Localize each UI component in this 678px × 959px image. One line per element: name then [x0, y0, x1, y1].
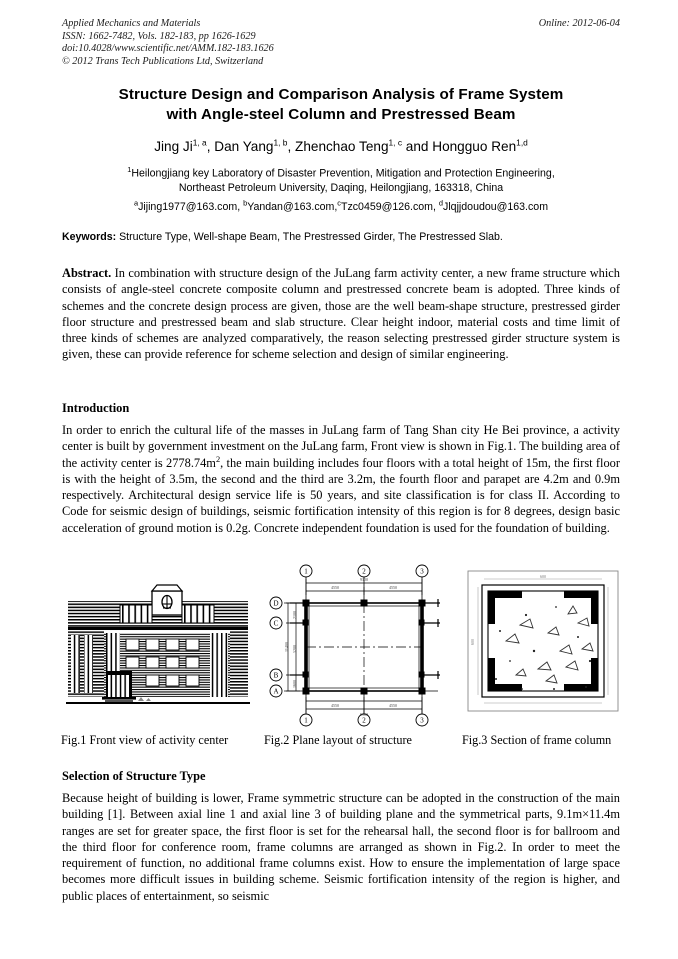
figure-row	[56, 557, 626, 729]
keywords-label: Keywords:	[62, 231, 117, 243]
author-separator: and	[402, 138, 433, 154]
title-line-1: Structure Design and Comparison Analysis of Frame System	[118, 86, 564, 103]
author-affiliation-marker: 1,d	[516, 137, 528, 147]
svg-text:4550: 4550	[389, 585, 397, 590]
email-block	[62, 196, 620, 214]
email-entry	[337, 198, 439, 213]
svg-text:600: 600	[540, 574, 546, 579]
figure-3-caption: Fig.3 Section of frame column	[462, 733, 612, 747]
author-separator: ,	[206, 138, 215, 154]
svg-text:11400: 11400	[284, 642, 289, 652]
affiliation-line-1	[62, 163, 620, 181]
svg-text:2100: 2100	[292, 611, 297, 619]
axis-label-bottom-2: 2	[362, 716, 366, 725]
email-marker: c	[337, 198, 341, 207]
email-address[interactable]: Tzc0459@126.com	[340, 200, 434, 213]
issn-line: ISSN: 1662-7482, Vols. 182-183, pp 1626-1629	[62, 30, 256, 42]
axis-label-bottom-1: 1	[304, 716, 308, 725]
svg-text:4550: 4550	[331, 585, 339, 590]
axis-label-left-A: A	[273, 687, 279, 696]
svg-text:4550: 4550	[331, 703, 339, 708]
email-separator: ,	[334, 200, 338, 213]
author-list	[62, 133, 620, 156]
email-entry	[438, 198, 549, 213]
axis-label-top-1: 1	[304, 567, 308, 576]
journal-name: Applied Mechanics and Materials	[62, 18, 201, 29]
abstract-label: Abstract.	[62, 266, 112, 280]
email-marker: d	[438, 198, 444, 207]
author-name: Jing Ji	[154, 138, 193, 154]
author-entry	[214, 139, 295, 154]
email-marker: a	[133, 198, 139, 207]
author-name: Dan Yang	[214, 138, 274, 154]
axis-label-left-C: C	[273, 619, 279, 628]
affiliation-line-2: Northeast Petroleum University, Daqing, Heilongjiang, 163318, China	[178, 181, 504, 194]
author-entry	[154, 139, 214, 154]
svg-text:4550: 4550	[389, 703, 397, 708]
affiliation-text-1: Heilongjiang key Laboratory of Disaster Prevention, Mitigation and Protection Engineering,	[131, 167, 555, 180]
section-heading-selection: Selection of Structure Type	[62, 769, 206, 783]
author-separator: ,	[287, 138, 296, 154]
abstract-text: In combination with structure design of the JuLang farm activity center, a new frame structure which consists of angle-steel concrete composite column and prestressed concrete beam is adopted. Three kinds of schemes and the concrete design process are given, those are the well beam-shape structure, prestressed girder floor structure and prestressed beam and slab structure. Clear height indoor, material costs and time limit of three kinds of schemes are analyzed comparatively, the reason selecting prestressed girder structure system is given, these can provide reference for scheme selection and design of similar engineering.	[62, 266, 620, 362]
intro-text-part-1: In order to enrich the cultural life of the masses in JuLang farm of Tang Shan city He Bei province, a activity center is built by government investment on the JuLang farm, Front view is shown in Fig.1. The building area of the activity center is 2778.74m	[62, 423, 620, 470]
affiliation-marker: 1	[127, 165, 132, 174]
email-marker: b	[243, 198, 248, 207]
intro-superscript: 2	[215, 454, 221, 464]
online-date: Online: 2012-06-04	[538, 18, 620, 29]
intro-text-part-2: , the main building includes four floors with a total height of 15m, the first floor is with the height of 3.5m, the second and the third are 3.2m, the fourth floor and parapet are 4.2m and 0.9m respectively. Architectural design service life is 50 years, and site classification is for class II. According to Code for seismic design of buildings, seismic fortification intensity of this region is for 8 degrees, design basic acceleration of ground motion is 0.2g. Concrete independent foundation is used for the foundation of building.	[62, 455, 620, 535]
section-body-selection: Because height of building is lower, Frame symmetric structure can be adopted in the construction of the main building [1]. Between axial line 1 and axial line 3 of building plane and the symmetrical parts, 9.1m×11.4m ranges are set for greater space, the first floor is set for the rehearsal hall, the second floor is for ballroom and the third floor for conference room, frame columns are arranged as shown in Fig.2. In order to meet the requirement of function, no additional frame columns exist. How to ensure the implementation of large space becomes more difficult issues in building scheme. Seismic fortification intensity of the region is higher, and public places of entertainment, so seismic	[62, 791, 620, 903]
svg-text:5200: 5200	[292, 645, 297, 653]
affiliation-block	[62, 163, 620, 195]
section-body-introduction	[62, 422, 620, 536]
figure-2-plane-layout	[266, 557, 450, 729]
email-separator: ,	[237, 200, 244, 213]
author-affiliation-marker: 1, c	[388, 137, 403, 147]
svg-text:1600: 1600	[292, 680, 297, 688]
journal-header	[62, 18, 620, 68]
author-name: Zhenchao Teng	[295, 138, 389, 154]
email-address[interactable]: Yandan@163.com	[247, 200, 335, 213]
author-entry	[432, 139, 528, 154]
svg-text:9100: 9100	[360, 577, 368, 582]
figure-3-column-section	[460, 557, 626, 723]
page-title	[62, 85, 620, 125]
figure-1-caption: Fig.1 Front view of activity center	[61, 733, 229, 747]
column-cross-section-icon	[460, 557, 626, 723]
building-elevation-icon	[60, 557, 256, 727]
journal-header-row	[62, 18, 620, 31]
author-name: Hongguo Ren	[432, 138, 517, 154]
axis-label-bottom-3: 3	[420, 716, 424, 725]
email-entry	[133, 198, 244, 213]
axis-label-top-3: 3	[420, 567, 424, 576]
email-address[interactable]: Jijing1977@163.com	[138, 200, 238, 213]
structural-plan-icon	[266, 557, 450, 729]
figure-1-front-view	[60, 557, 256, 727]
figure-captions-row	[56, 732, 626, 750]
title-line-2: with Angle-steel Column and Prestressed Beam	[166, 106, 516, 123]
doi-line: doi:10.4028/www.scientific.net/AMM.182-183.1626	[62, 43, 274, 55]
svg-text:600: 600	[470, 639, 475, 645]
axis-label-left-B: B	[273, 671, 279, 680]
svg-text:9100: 9100	[360, 712, 368, 717]
author-affiliation-marker: 1, b	[273, 137, 288, 147]
copyright-line: © 2012 Trans Tech Publications Ltd, Switzerland	[62, 55, 264, 67]
keywords-text: Structure Type, Well-shape Beam, The Prestressed Girder, The Prestressed Slab.	[116, 231, 503, 243]
axis-label-left-D: D	[273, 599, 279, 608]
section-heading-introduction: Introduction	[62, 401, 130, 415]
axis-label-top-2: 2	[362, 567, 366, 576]
email-entry	[243, 198, 338, 213]
email-separator: ,	[433, 200, 439, 213]
email-address[interactable]: Jlqjjdoudou@163.com	[443, 200, 549, 213]
author-affiliation-marker: 1, a	[192, 137, 207, 147]
keywords-line	[62, 230, 620, 244]
abstract-paragraph	[62, 265, 620, 363]
figure-2-caption: Fig.2 Plane layout of structure	[264, 733, 412, 747]
author-entry	[295, 139, 432, 154]
